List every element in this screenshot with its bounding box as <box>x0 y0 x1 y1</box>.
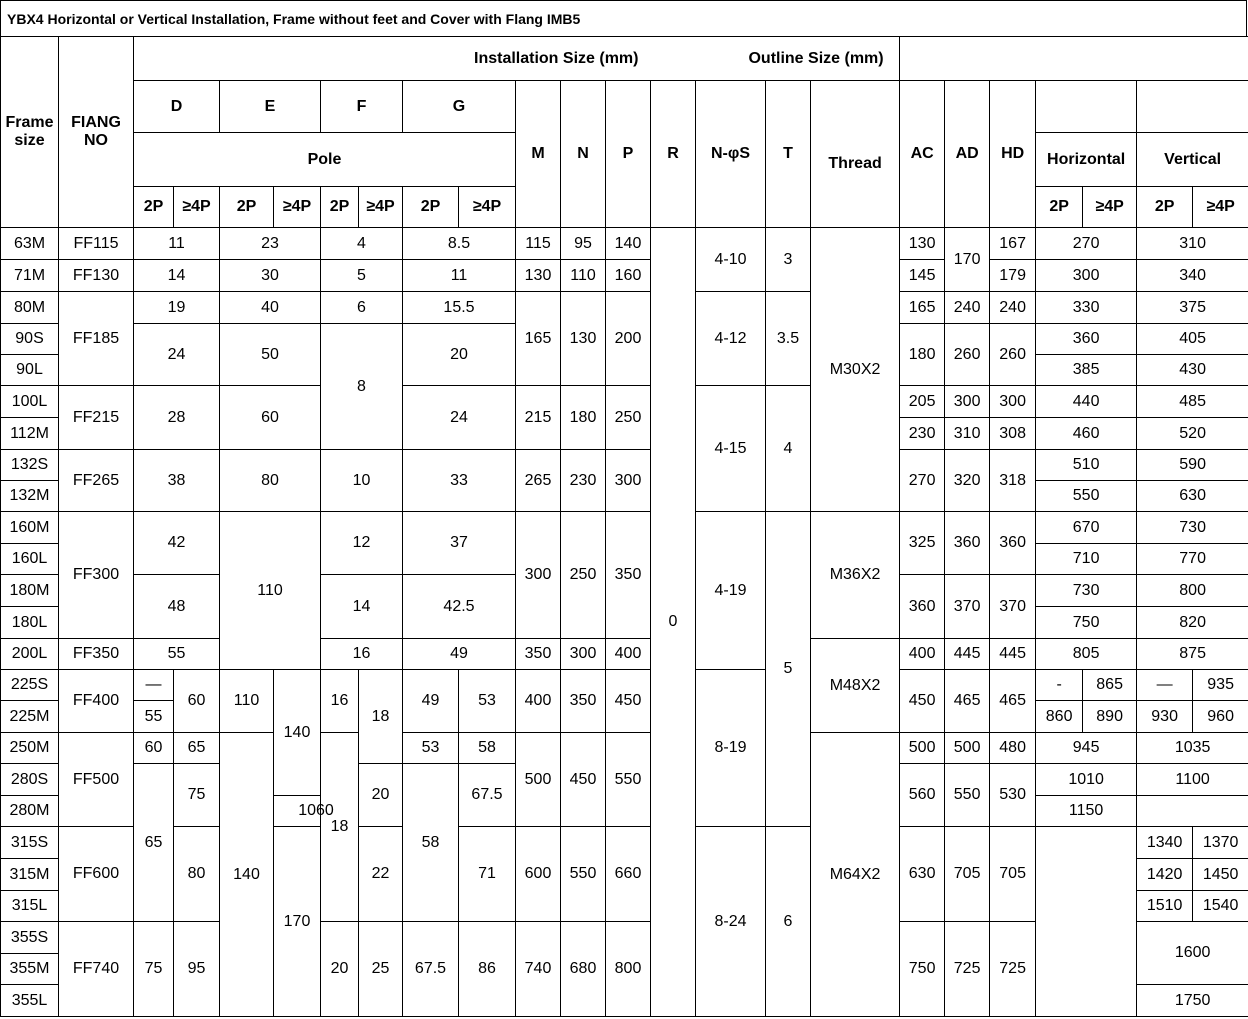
header-HD: HD <box>990 81 1036 228</box>
cell-AD: 170 <box>945 228 990 292</box>
header-G-4p: ≥4P <box>459 187 516 228</box>
cell-horizontal: 270 <box>1036 228 1137 260</box>
cell-horizontal: 440 <box>1036 386 1137 418</box>
cell-horizontal: 730 <box>1036 575 1137 607</box>
table-row <box>1 733 1248 764</box>
cell-frame: 160M <box>1 512 59 544</box>
cell-flang: FF265 <box>59 450 134 512</box>
cell-E: 23 <box>220 228 321 260</box>
header-N: N <box>561 81 606 228</box>
cell-P: 300 <box>606 450 651 512</box>
cell-horizontal: 750 <box>1036 607 1137 639</box>
cell-horizontal: 550 <box>1036 481 1137 512</box>
cell-horizontal: 460 <box>1036 418 1137 450</box>
cell-horizontal: 300 <box>1036 260 1137 292</box>
cell-G-4p: 71 <box>459 827 516 922</box>
cell-vertical: 800 <box>1137 575 1248 607</box>
cell-HD: 308 <box>990 418 1036 450</box>
cell-HD: 370 <box>990 575 1036 639</box>
cell-flang: FF600 <box>59 827 134 922</box>
cell-frame: 132M <box>1 481 59 512</box>
cell-vertical: 1100 <box>1137 764 1248 796</box>
cell-frame: 180L <box>1 607 59 639</box>
cell-G: 11 <box>403 260 516 292</box>
cell-M: 265 <box>516 450 561 512</box>
header-D: D <box>134 81 220 133</box>
cell-F: 5 <box>321 260 403 292</box>
cell-vertical: 430 <box>1137 355 1248 386</box>
cell-E: 80 <box>220 450 321 512</box>
table-row <box>1 512 1248 544</box>
cell-frame: 200L <box>1 639 59 670</box>
cell-horizontal-empty <box>1036 827 1137 1017</box>
cell-horizontal-2p: - <box>1036 670 1083 701</box>
cell-HD: 318 <box>990 450 1036 512</box>
cell-AC: 270 <box>900 450 945 512</box>
cell-AD: 445 <box>945 639 990 670</box>
cell-frame: 225M <box>1 701 59 733</box>
cell-D-4p: 95 <box>174 922 220 1017</box>
cell-vertical: 1150 <box>1036 796 1137 827</box>
table-row <box>1 827 1248 859</box>
cell-frame: 100L <box>1 386 59 418</box>
cell-E-4p: 140 <box>274 670 321 796</box>
cell-G: 33 <box>403 450 516 512</box>
cell-horizontal: 330 <box>1036 292 1137 324</box>
cell-horizontal: 360 <box>1036 324 1137 355</box>
cell-HD: 465 <box>990 670 1036 733</box>
cell-R: 0 <box>651 228 696 1017</box>
cell-vertical: 820 <box>1137 607 1248 639</box>
cell-vertical-4p: 1540 <box>1193 891 1248 922</box>
cell-N: 350 <box>561 670 606 733</box>
header-E-2p: 2P <box>220 187 274 228</box>
header-thread: Thread <box>811 81 900 228</box>
cell-E: 60 <box>220 386 321 450</box>
cell-M: 740 <box>516 922 561 1017</box>
cell-G: 49 <box>403 639 516 670</box>
cell-E: 110 <box>220 512 321 670</box>
cell-frame: 71M <box>1 260 59 292</box>
cell-AD: 320 <box>945 450 990 512</box>
table-row <box>1 260 1248 292</box>
cell-D: 38 <box>134 450 220 512</box>
table-row <box>1 228 1248 260</box>
cell-vertical: 630 <box>1137 481 1248 512</box>
cell-AC: 165 <box>900 292 945 324</box>
cell-AC: 205 <box>900 386 945 418</box>
cell-HD: 240 <box>990 292 1036 324</box>
table-row <box>1 386 1248 418</box>
cell-vertical: 1600 <box>1137 922 1248 985</box>
cell-G: 42.5 <box>403 575 516 639</box>
cell-F-4p: 22 <box>359 827 403 922</box>
header-D-2p: 2P <box>134 187 174 228</box>
cell-vertical: 1035 <box>1137 733 1248 764</box>
header-F: F <box>321 81 403 133</box>
cell-P: 660 <box>606 827 651 922</box>
cell-NS: 4-12 <box>696 292 766 386</box>
cell-thread: M36X2 <box>811 512 900 639</box>
header-F-4p: ≥4P <box>359 187 403 228</box>
cell-AC: 325 <box>900 512 945 575</box>
header-AD: AD <box>945 81 990 228</box>
cell-frame: 112M <box>1 418 59 450</box>
cell-T: 4 <box>766 386 811 512</box>
cell-D-4p: 60 <box>174 670 220 733</box>
header-vertical: Vertical <box>1137 133 1248 187</box>
cell-vertical-4p: 1370 <box>1193 827 1248 859</box>
cell-AD: 500 <box>945 733 990 764</box>
cell-AC: 630 <box>900 827 945 922</box>
cell-HD: 260 <box>990 324 1036 386</box>
header-D-4p: ≥4P <box>174 187 220 228</box>
cell-vertical-4p: 1450 <box>1193 859 1248 891</box>
cell-M: 400 <box>516 670 561 733</box>
header-vertical-4p: ≥4P <box>1193 187 1248 228</box>
cell-vertical: 875 <box>1137 639 1248 670</box>
cell-horizontal: 510 <box>1036 450 1137 481</box>
table-row <box>1 670 1248 701</box>
header-F-2p: 2P <box>321 187 359 228</box>
header-pole: Pole <box>134 133 516 187</box>
cell-D: 42 <box>134 512 220 575</box>
table-row <box>1 639 1248 670</box>
cell-T: 6 <box>766 827 811 1017</box>
cell-M: 500 <box>516 733 561 827</box>
cell-AC: 180 <box>900 324 945 386</box>
cell-M: 130 <box>516 260 561 292</box>
cell-AC: 230 <box>900 418 945 450</box>
cell-P: 350 <box>606 512 651 639</box>
cell-vertical: 590 <box>1137 450 1248 481</box>
cell-horizontal: 945 <box>1036 733 1137 764</box>
cell-thread: M48X2 <box>811 639 900 733</box>
cell-AD: 300 <box>945 386 990 418</box>
cell-vertical-2p: 1340 <box>1137 827 1193 859</box>
cell-D: 28 <box>134 386 220 450</box>
cell-horizontal: 1060 <box>274 796 359 827</box>
cell-G: 24 <box>403 386 516 450</box>
cell-flang: FF300 <box>59 512 134 639</box>
cell-frame: 63M <box>1 228 59 260</box>
cell-NS: 8-24 <box>696 827 766 1017</box>
cell-E-2p: 140 <box>220 733 274 1017</box>
cell-vertical: 485 <box>1137 386 1248 418</box>
header-R: R <box>651 81 696 228</box>
cell-flang: FF740 <box>59 922 134 1017</box>
cell-AD: 360 <box>945 512 990 575</box>
cell-frame: 132S <box>1 450 59 481</box>
cell-horizontal: 710 <box>1036 544 1137 575</box>
cell-horizontal-2p: 860 <box>1036 701 1083 733</box>
cell-AC: 450 <box>900 670 945 733</box>
cell-vertical: 770 <box>1137 544 1248 575</box>
header-G: G <box>403 81 516 133</box>
cell-NS: 8-19 <box>696 670 766 827</box>
cell-N: 95 <box>561 228 606 260</box>
cell-NS: 4-19 <box>696 512 766 670</box>
cell-F: 14 <box>321 575 403 639</box>
cell-F: 4 <box>321 228 403 260</box>
cell-D-2p: 55 <box>134 701 174 733</box>
header-frame-size: Frame size <box>1 37 59 228</box>
cell-P: 200 <box>606 292 651 386</box>
cell-F: 10 <box>321 450 403 512</box>
cell-E: 50 <box>220 324 321 386</box>
cell-AC: 750 <box>900 922 945 1017</box>
cell-vertical-4p: 935 <box>1193 670 1248 701</box>
header-P: P <box>606 81 651 228</box>
cell-vertical-2p: 930 <box>1137 701 1193 733</box>
cell-vertical: 310 <box>1137 228 1248 260</box>
cell-flang: FF130 <box>59 260 134 292</box>
cell-HD: 705 <box>990 827 1036 922</box>
cell-AC: 360 <box>900 575 945 639</box>
cell-G-2p: 67.5 <box>403 922 459 1017</box>
cell-AD: 260 <box>945 324 990 386</box>
cell-flang: FF400 <box>59 670 134 733</box>
cell-P: 160 <box>606 260 651 292</box>
cell-G: 15.5 <box>403 292 516 324</box>
cell-F-4p: 25 <box>359 922 403 1017</box>
cell-flang: FF115 <box>59 228 134 260</box>
cell-HD: 725 <box>990 922 1036 1017</box>
header-AC: AC <box>900 81 945 228</box>
cell-G-2p: 49 <box>403 670 459 733</box>
header-horizontal: Horizontal <box>1036 133 1137 187</box>
header-vertical-2p: 2P <box>1137 187 1193 228</box>
cell-thread: M30X2 <box>811 228 900 512</box>
cell-M: 215 <box>516 386 561 450</box>
cell-HD: 480 <box>990 733 1036 764</box>
cell-D-2p: 65 <box>134 764 174 922</box>
cell-G-4p: 53 <box>459 670 516 733</box>
cell-T: 5 <box>766 512 811 827</box>
cell-AC: 400 <box>900 639 945 670</box>
cell-frame: 90S <box>1 324 59 355</box>
cell-NS: 4-10 <box>696 228 766 292</box>
cell-vertical: 730 <box>1137 512 1248 544</box>
cell-F: 8 <box>321 324 403 450</box>
cell-AD: 725 <box>945 922 990 1017</box>
table-row <box>1 450 1248 481</box>
cell-horizontal: 805 <box>1036 639 1137 670</box>
cell-G-4p: 58 <box>459 733 516 764</box>
cell-G-2p: 53 <box>403 733 459 764</box>
cell-N: 110 <box>561 260 606 292</box>
cell-HD: 167 <box>990 228 1036 260</box>
cell-P: 250 <box>606 386 651 450</box>
cell-frame: 280S <box>1 764 59 796</box>
cell-F-4p: 20 <box>359 764 403 827</box>
cell-flang: FF215 <box>59 386 134 450</box>
cell-N: 250 <box>561 512 606 639</box>
cell-G-2p: 58 <box>403 764 459 922</box>
cell-frame: 250M <box>1 733 59 764</box>
cell-P: 400 <box>606 639 651 670</box>
cell-AD: 465 <box>945 670 990 733</box>
cell-N: 450 <box>561 733 606 827</box>
cell-P: 450 <box>606 670 651 733</box>
cell-frame: 80M <box>1 292 59 324</box>
cell-AC: 560 <box>900 764 945 827</box>
cell-N: 680 <box>561 922 606 1017</box>
header-horizontal-blank <box>1036 81 1137 133</box>
cell-vertical-2p: — <box>1137 670 1193 701</box>
cell-D: 19 <box>134 292 220 324</box>
cell-AD: 310 <box>945 418 990 450</box>
cell-vertical: 405 <box>1137 324 1248 355</box>
cell-frame: 355L <box>1 985 59 1017</box>
cell-horizontal-4p: 865 <box>1083 670 1137 701</box>
cell-HD: 360 <box>990 512 1036 575</box>
cell-AC: 500 <box>900 733 945 764</box>
cell-G: 8.5 <box>403 228 516 260</box>
cell-G-4p: 67.5 <box>459 764 516 827</box>
cell-D-4p: 80 <box>174 827 220 922</box>
cell-frame: 355M <box>1 954 59 985</box>
cell-frame: 315M <box>1 859 59 891</box>
cell-F: 12 <box>321 512 403 575</box>
cell-N: 300 <box>561 639 606 670</box>
cell-horizontal-4p: 890 <box>1083 701 1137 733</box>
cell-frame: 355S <box>1 922 59 954</box>
cell-N: 230 <box>561 450 606 512</box>
cell-E-4p: 170 <box>274 827 321 1017</box>
cell-HD: 300 <box>990 386 1036 418</box>
cell-D: 14 <box>134 260 220 292</box>
cell-vertical-2p: 1420 <box>1137 859 1193 891</box>
cell-D: 48 <box>134 575 220 639</box>
cell-AD: 705 <box>945 827 990 922</box>
cell-frame: 280M <box>1 796 59 827</box>
cell-thread: M64X2 <box>811 733 900 1017</box>
header-NS: N-φS <box>696 81 766 228</box>
cell-HD: 445 <box>990 639 1036 670</box>
table-row <box>1 292 1248 324</box>
dimension-table <box>0 36 1248 1017</box>
cell-P: 140 <box>606 228 651 260</box>
cell-E: 30 <box>220 260 321 292</box>
cell-frame: 315S <box>1 827 59 859</box>
cell-G: 20 <box>403 324 516 386</box>
cell-HD: 530 <box>990 764 1036 827</box>
header-horizontal-4p: ≥4P <box>1083 187 1137 228</box>
cell-frame: 160L <box>1 544 59 575</box>
cell-frame: 225S <box>1 670 59 701</box>
cell-G-4p: 86 <box>459 922 516 1017</box>
cell-D: 24 <box>134 324 220 386</box>
cell-D-2p: 75 <box>134 922 174 1017</box>
outline-size-label: Outline Size (mm) <box>748 49 884 67</box>
cell-AC: 145 <box>900 260 945 292</box>
cell-vertical: 375 <box>1137 292 1248 324</box>
cell-AD: 240 <box>945 292 990 324</box>
cell-HD: 179 <box>990 260 1036 292</box>
cell-P: 550 <box>606 733 651 827</box>
cell-M: 300 <box>516 512 561 639</box>
header-E: E <box>220 81 321 133</box>
cell-D-2p: — <box>134 670 174 701</box>
cell-AD: 550 <box>945 764 990 827</box>
cell-vertical-4p: 960 <box>1193 701 1248 733</box>
cell-D-2p: 60 <box>134 733 174 764</box>
cell-N: 130 <box>561 292 606 386</box>
cell-frame: 315L <box>1 891 59 922</box>
cell-F: 16 <box>321 639 403 670</box>
cell-vertical: 1750 <box>1137 985 1248 1017</box>
cell-N: 180 <box>561 386 606 450</box>
cell-M: 350 <box>516 639 561 670</box>
cell-horizontal: 670 <box>1036 512 1137 544</box>
cell-F-2p: 20 <box>321 922 359 1017</box>
cell-AD: 370 <box>945 575 990 639</box>
cell-D-4p: 75 <box>174 764 220 827</box>
header-vertical-blank <box>1137 81 1248 133</box>
header-T: T <box>766 81 811 228</box>
header-G-2p: 2P <box>403 187 459 228</box>
cell-F: 6 <box>321 292 403 324</box>
cell-flang: FF185 <box>59 292 134 386</box>
cell-F-2p: 16 <box>321 670 359 733</box>
cell-M: 165 <box>516 292 561 386</box>
cell-flang: FF500 <box>59 733 134 827</box>
cell-D-4p: 65 <box>174 733 220 764</box>
header-flang-no: FIANG NO <box>59 37 134 228</box>
cell-N: 550 <box>561 827 606 922</box>
cell-vertical: 520 <box>1137 418 1248 450</box>
cell-E: 40 <box>220 292 321 324</box>
cell-horizontal: 385 <box>1036 355 1137 386</box>
cell-T: 3.5 <box>766 292 811 386</box>
header-horizontal-2p: 2P <box>1036 187 1083 228</box>
cell-D: 55 <box>134 639 220 670</box>
cell-vertical: 340 <box>1137 260 1248 292</box>
cell-M: 115 <box>516 228 561 260</box>
cell-AC: 130 <box>900 228 945 260</box>
cell-E-2p: 110 <box>220 670 274 733</box>
installation-size-label: Installation Size (mm) <box>474 49 639 67</box>
cell-horizontal: 1010 <box>1036 764 1137 796</box>
cell-vertical-2p: 1510 <box>1137 891 1193 922</box>
cell-F-2p: 18 <box>321 733 359 922</box>
cell-T: 3 <box>766 228 811 292</box>
cell-flang: FF350 <box>59 639 134 670</box>
header-M: M <box>516 81 561 228</box>
cell-frame: 90L <box>1 355 59 386</box>
cell-frame: 180M <box>1 575 59 607</box>
cell-D: 11 <box>134 228 220 260</box>
cell-M: 600 <box>516 827 561 922</box>
table-title: YBX4 Horizontal or Vertical Installation, Frame without feet and Cover with Flang IMB5 <box>0 0 1247 36</box>
header-E-4p: ≥4P <box>274 187 321 228</box>
cell-NS: 4-15 <box>696 386 766 512</box>
header-outline-gap <box>900 37 1248 81</box>
cell-G: 37 <box>403 512 516 575</box>
header-installation-size <box>134 37 900 81</box>
cell-F-4p: 18 <box>359 670 403 764</box>
cell-P: 800 <box>606 922 651 1017</box>
